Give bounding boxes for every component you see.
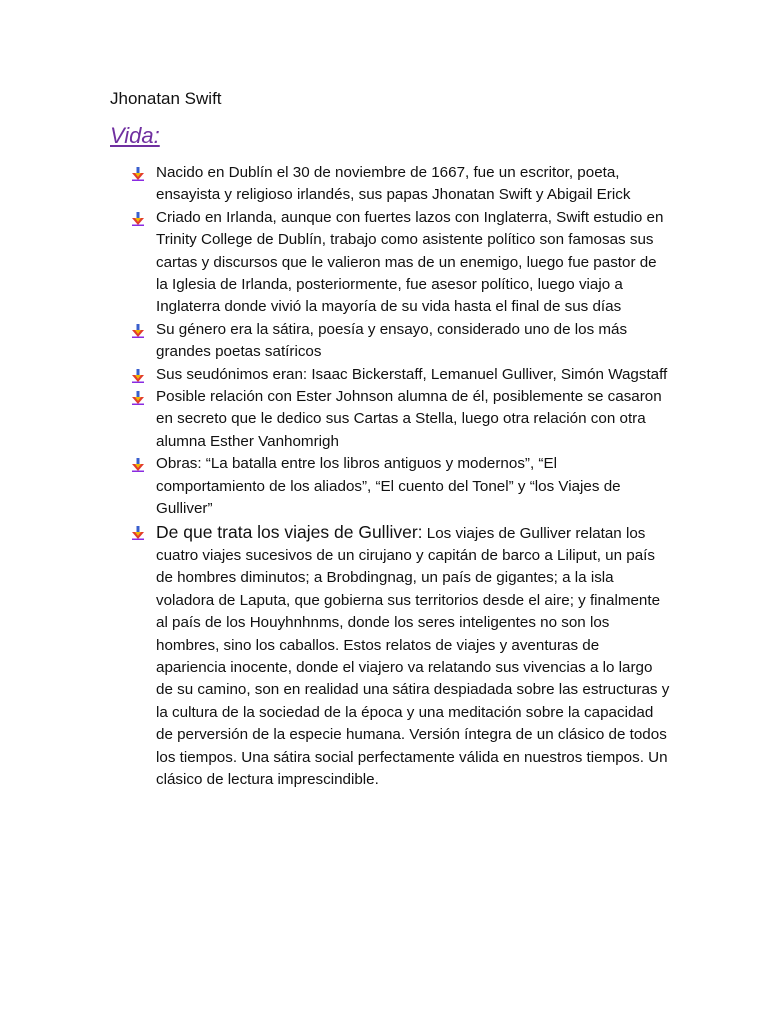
list-item-lead: De que trata los viajes de Gulliver: — [156, 521, 423, 542]
colored-arrow-down-icon — [132, 167, 144, 181]
list-item — [130, 453, 670, 520]
list-item — [130, 162, 670, 207]
list-item-text: Obras: “La batalla entre los libros antiguos y modernos”, “El comportamiento de los aliados”, “El cuento del Tonel” y “los Viajes de Gulliver” — [156, 455, 621, 518]
list-item-text: Posible relación con Ester Johnson alumna de él, posiblemente se casaron en secreto que le dedico sus Cartas a Stella, luego otra relación con otra alumna Esther Vanhomrigh — [156, 388, 662, 450]
colored-arrow-down-icon — [132, 212, 144, 226]
list-item — [130, 319, 670, 364]
bullet-list — [130, 162, 670, 791]
list-item-text: Nacido en Dublín el 30 de noviembre de 1667, fue un escritor, poeta, ensayista y religioso irlandés, sus papas Jhonatan Swift y Abigail Erick — [156, 164, 631, 204]
list-item — [130, 386, 670, 453]
list-item — [130, 364, 670, 386]
list-item-text: Sus seudónimos eran: Isaac Bickerstaff, Lemanuel Gulliver, Simón Wagstaff — [156, 365, 668, 383]
list-item-text: Criado en Irlanda, aunque con fuertes lazos con Inglaterra, Swift estudio en Trinity College de Dublín, trabajo como asistente político son famosas sus cartas y discursos que le valieron mas de un enemigo, luego fue pastor de la Iglesia de Irlanda, posteriormente, fue asesor político, luego viajo a Inglaterra donde vivió la mayoría de su vida hasta el final de sus días — [156, 208, 664, 316]
document-title: Jhonatan Swift — [110, 89, 222, 108]
section-heading-vida: Vida: — [110, 123, 160, 148]
list-item — [130, 207, 670, 319]
colored-arrow-down-icon — [132, 458, 144, 472]
colored-arrow-down-icon — [132, 391, 144, 405]
colored-arrow-down-icon — [132, 369, 144, 383]
colored-arrow-down-icon — [132, 526, 144, 540]
list-item-text: Su género era la sátira, poesía y ensayo, considerado uno de los más grandes poetas satíricos — [156, 320, 628, 361]
colored-arrow-down-icon — [132, 324, 144, 338]
list-item-text: Los viajes de Gulliver relatan los cuatro viajes sucesivos de un cirujano y capitán de barco a Liliput, un país de hombres diminutos; a Brobdingnag, un país de gigantes; a la isla voladora de Laputa, que gobierna sus territorios desde el aire; y finalmente al país de los Houyhnhnms, donde los seres inteligentes no son los hombres, sino los caballos. Estos relatos de viajes y aventuras de apariencia inocente, donde el viajero va relatando sus vivencias a lo largo de su camino, son en realidad una sátira despiadada sobre las estructuras y la cultura de la sociedad de la época y una meditación sobre la capacidad de perversión de la especie humana. Versión íntegra de un clásico de todos los tiempos. Una sátira social perfectamente válida en nuestros tiempos. Un clásico de lectura imprescindible. — [156, 524, 670, 788]
list-item — [130, 521, 670, 792]
